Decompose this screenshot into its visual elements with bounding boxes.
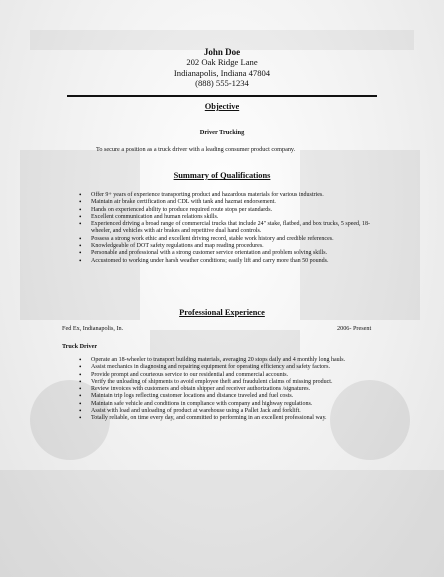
list-item: • Verify the unloading of shipments to avoid employee theft and fraudulent claims of missing product.	[77, 379, 377, 386]
city-state-zip: Indianapolis, Indiana 47804	[173, 67, 271, 78]
list-item: • Possess a strong work ethic and excellent driving record, stable work history and credible references.	[77, 236, 389, 243]
experience-heading: Professional Experience	[179, 308, 265, 317]
contact-header	[0, 47, 444, 89]
summary-heading: Summary of Qualifications	[173, 171, 271, 180]
list-item: • Totally reliable, on time every day, and committed to performing in an excellent professional way.	[77, 415, 377, 422]
employer-line: Fed Ex, Indianapolis, In.	[62, 325, 124, 332]
employment-dates: 2006- Present	[337, 325, 372, 332]
experience-list	[77, 357, 377, 423]
phone-number: (888) 555-1234	[195, 78, 249, 88]
list-item: • Maintain air brake certification and CDL with tank and hazmat endorsement.	[77, 199, 389, 206]
list-item: • Experienced driving a broad range of commercial trucks that include 24" stake, flatbed, and box trucks, 5 speed, 18-wheeler, and vehicles with air brakes and repetitive dual hand controls.	[77, 221, 389, 236]
applicant-name: John Doe	[203, 47, 241, 57]
list-item: • Personable and professional with a strong customer service orientation and problem solving skills.	[77, 250, 389, 257]
list-item: • Accustomed to working under harsh weather conditions; easily lift and carry more than 50 pounds.	[77, 258, 389, 265]
list-item: • Review invoices with customers and obtain shipper and receiver authorizations /signatures.	[77, 386, 377, 393]
objective-text: To secure a position as a truck driver with a leading consumer product company.	[96, 146, 296, 153]
job-role: Truck Driver	[62, 343, 98, 350]
list-item: • Maintain trip logs reflecting customer locations and distance traveled and fuel costs.	[77, 393, 377, 400]
header-divider	[67, 95, 377, 97]
list-item: • Assist mechanics in diagnosing and repairing equipment for operating efficiency and safety factors.	[77, 364, 377, 371]
objective-heading: Objective	[204, 102, 240, 111]
summary-list	[77, 192, 389, 265]
list-item: • Provide prompt and courteous service to our residential and commercial accounts.	[77, 372, 377, 379]
list-item: • Knowledgeable of DOT safety regulations and map reading procedures.	[77, 243, 389, 250]
list-item: • Assist with load and unloading of product at warehouse using a Pallet Jack and forklift.	[77, 408, 377, 415]
list-item: • Offer 9+ years of experience transporting product and hazardous materials for various industries.	[77, 192, 389, 199]
list-item: • Excellent communication and human relations skills.	[77, 214, 389, 221]
objective-position: Driver Trucking	[199, 129, 245, 136]
list-item: • Hands on experienced ability to produce required route stops per standards.	[77, 207, 389, 214]
street-address: 202 Oak Ridge Lane	[186, 57, 258, 67]
list-item: • Operate an 18-wheeler to transport building materials, averaging 20 stops daily and 4 monthly long hauls.	[77, 357, 377, 364]
list-item: • Maintain safe vehicle and conditions in compliance with company and highway regulations.	[77, 401, 377, 408]
